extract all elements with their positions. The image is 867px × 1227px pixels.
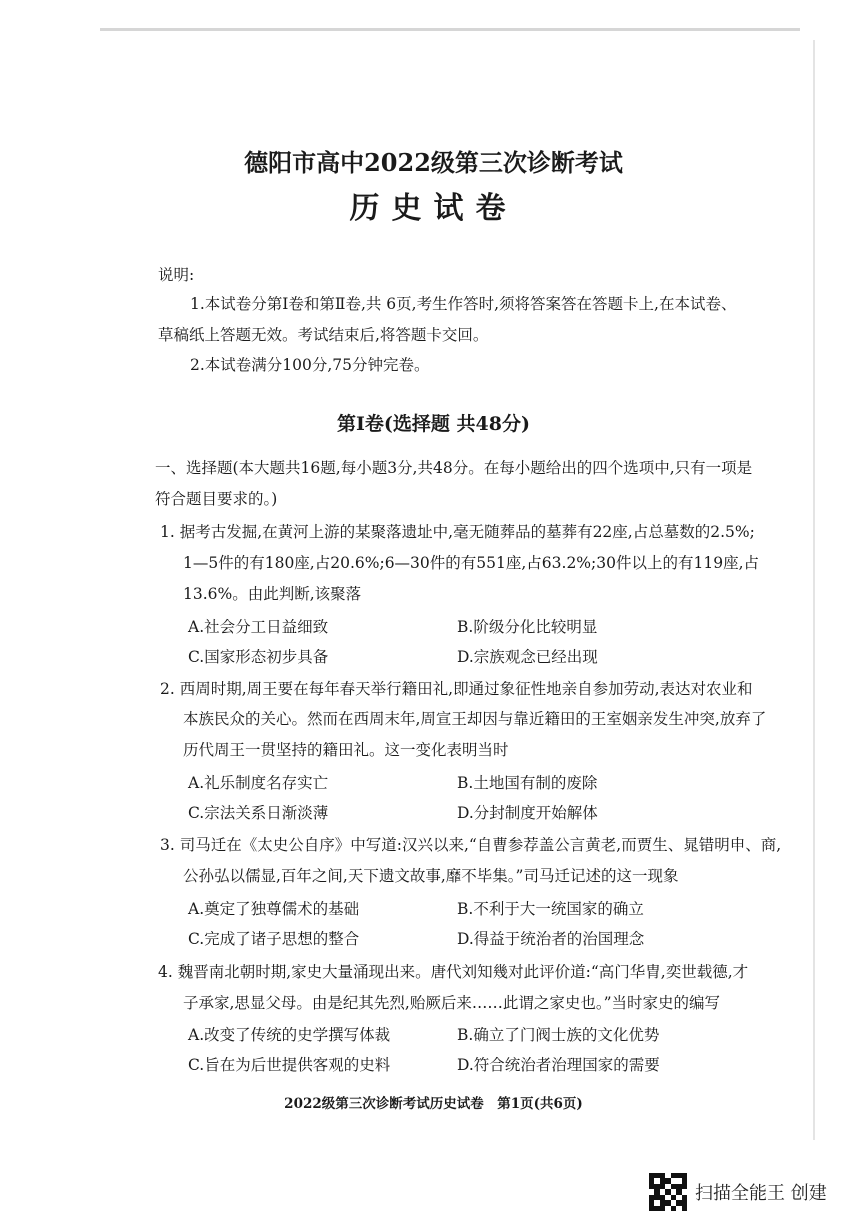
option-a: A.社会分工日益细致 [188, 618, 329, 636]
option-b: B.确立了门阀士族的文化优势 [457, 1026, 660, 1044]
option-d: D.分封制度开始解体 [457, 804, 598, 822]
option-b: B.不利于大一统国家的确立 [457, 900, 644, 918]
option-b: B.土地国有制的废除 [457, 774, 598, 792]
watermark-text: 扫描全能王 创建 [695, 1183, 827, 1204]
question-text: 历代周王一贯坚持的籍田礼。这一变化表明当时 [183, 741, 509, 759]
question-text: 1—5件的有180座,占20.6%;6—30件的有551座,占63.2%;30件以上的有119座,占 [183, 554, 759, 572]
option-c: C.国家形态初步具备 [188, 648, 329, 666]
instruction-item: 2.本试卷满分100分,75分钟完卷。 [190, 356, 430, 374]
section-intro: 符合题目要求的。) [155, 490, 278, 508]
question-text: 1. 据考古发掘,在黄河上游的某聚落遗址中,毫无随葬品的墓葬有22座,占总墓数的2.5%; [160, 523, 755, 541]
option-d: D.得益于统治者的治国理念 [457, 930, 645, 948]
option-b: B.阶级分化比较明显 [457, 618, 598, 636]
option-d: D.宗族观念已经出现 [457, 648, 598, 666]
scanner-watermark [649, 1172, 827, 1212]
option-a: A.改变了传统的史学撰写体裁 [188, 1026, 391, 1044]
question-text: 2. 西周时期,周王要在每年春天举行籍田礼,即通过象征性地亲自参加劳动,表达对农业和 [160, 680, 753, 698]
question-text: 4. 魏晋南北朝时期,家史大量涌现出来。唐代刘知幾对此评价道:“高门华胄,奕世载德,才 [158, 963, 749, 981]
scan-edge [100, 28, 800, 31]
page-footer: 2022级第三次诊断考试历史试卷 第1页(共6页) [284, 1096, 583, 1112]
question-text: 3. 司马迁在《太史公自序》中写道:汉兴以来,“自曹参荐盖公言黄老,而贾生、晁错明申、商, [160, 836, 782, 854]
question-text: 子承家,思显父母。由是纪其先烈,贻厥后来……此谓之家史也。”当时家史的编写 [183, 994, 721, 1012]
question-text: 本族民众的关心。然而在西周末年,周宣王却因与靠近籍田的王室姻亲发生冲突,放弃了 [183, 710, 767, 728]
option-c: C.完成了诸子思想的整合 [188, 930, 360, 948]
option-a: A.礼乐制度名存实亡 [188, 774, 329, 792]
qr-code-icon [649, 1173, 687, 1211]
option-d: D.符合统治者治理国家的需要 [457, 1056, 660, 1074]
section-title: 第Ⅰ卷(选择题 共48分) [337, 413, 530, 435]
instruction-item: 1.本试卷分第Ⅰ卷和第Ⅱ卷,共 6页,考生作答时,须将答案答在答题卡上,在本试卷、 [190, 295, 737, 313]
option-c: C.宗法关系日渐淡薄 [188, 804, 329, 822]
option-c: C.旨在为后世提供客观的史料 [188, 1056, 391, 1074]
exam-title: 德阳市高中2022级第三次诊断考试 [244, 148, 623, 177]
paper-title: 历史试卷 [349, 191, 518, 226]
question-text: 公孙弘以儒显,百年之间,天下遗文故事,靡不毕集。”司马迁记述的这一现象 [183, 867, 679, 885]
section-intro: 一、选择题(本大题共16题,每小题3分,共48分。在每小题给出的四个选项中,只有一项是 [155, 459, 753, 477]
option-a: A.奠定了独尊儒术的基础 [188, 900, 360, 918]
instructions-label: 说明: [158, 266, 195, 284]
question-text: 13.6%。由此判断,该聚落 [183, 585, 362, 603]
instruction-item: 草稿纸上答题无效。考试结束后,将答题卡交回。 [158, 326, 489, 344]
